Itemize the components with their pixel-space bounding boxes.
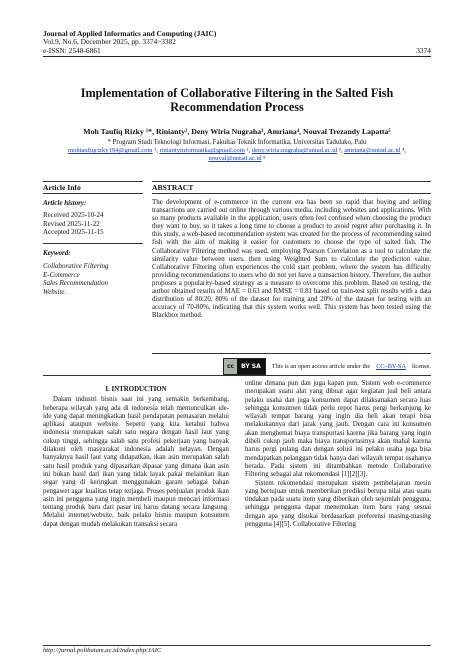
keyword-label: Keyword: <box>43 249 71 257</box>
article-info-sub-rule <box>43 193 143 194</box>
keyword-item: E-Commerce <box>43 270 80 279</box>
article-info-top-rule <box>43 181 143 182</box>
journal-volume: Vol.9, No.6, December 2025, pp. 3374~3382 <box>43 37 176 47</box>
abstract-heading: ABSTRACT <box>152 183 194 192</box>
keyword-rule <box>43 243 143 244</box>
keyword-item: Sales Recommendation <box>43 279 109 288</box>
article-info-heading: Article Info <box>43 183 81 192</box>
received-date: Received 2025-10-24 <box>43 211 104 219</box>
cc-badge-left: cc <box>224 359 237 374</box>
abstract-top-rule <box>152 181 431 182</box>
body-paragraph: online dimana pun dan juga kapan pun. Sistem web e-commerce merupakan suatu alat yang dibuat agar kegiatan jual beli antara pelaku usaha dan juga konsumen dapat dilaksanakan secara luas sehingga konsumen tidak perlu repot harus pergi berkunjung ke wilayah tempat barang yang ingin dia beli akan tetapi bisa melakukannya dari jarak yang jauh. Dengan cara ini konsumen akan menghemat biaya transportasi karena jika barang yang ingin dibeli cukup jauh maka biaya transportasinya akan mahal karena harus pergi pulang dan dengan solusi ini pelaku usaha juga bisa mendapatkan pelanggan tidak hanya dari wilayah tempat usahanya berada. Pada sistem ini ditambahkan metode Collaborative Filtering sebagai alat rekomendasi [1][2][3]. <box>245 380 431 479</box>
journal-url-link[interactable]: http://jurnal.polibatam.ac.id/index.php/JAIC <box>43 647 162 654</box>
license-suffix: license. <box>411 363 431 370</box>
email-link[interactable]: deny.wiria.nugraha@untad.ac.id <box>251 147 338 154</box>
license-line <box>152 358 431 375</box>
accepted-date: Accepted 2025-11-15 <box>43 228 104 237</box>
introduction-heading: I. INTRODUCTION <box>105 386 167 393</box>
keyword-item: Collaborative Filtering <box>43 262 109 270</box>
email-link[interactable]: riniantyinformatika@gmail.com <box>159 147 245 154</box>
cc-badge-right: BY SA <box>237 359 265 374</box>
email-link[interactable]: nouval@untad.ac.id <box>208 155 262 163</box>
abstract-text: The development of e-commerce in the current era has been so rapid that buying and selling transactions are carried out online through various media, including websites and applications. With so many products available in the application, users often feel confused when choosing the product they want to buy, so it takes a long time to choose a product to avoid regret after purchasing it. In this study, a web-based recommendation system was created for the process of recommending salted fish with the aim of making it easier for customers to choose the type of salted fish. The Collaborative Filtering method was used, employing Pearson Correlation as a tool to calculate the similarity value between users, then using Weighted Sum to calculate the prediction value. Collaborative Filtering often experiences the cold start problem, where the system has difficulty providing recommendations to users who do not yet have a transaction history. Therefore, the author proposes a popularity-based strategy as a measure to overcome this problem. Based on testing, the author obtained results of MAE = 0.63 and RMSE = 0.81 based on train-test split results with a data distribution of 80:20, 80% of the dataset for training and 20% of the dataset for testing with an accuracy of 70-80%, indicating that this system works well. This system has been tested using the Blackbox method. <box>152 199 431 320</box>
article-history <box>43 211 104 237</box>
author-emails <box>43 147 431 164</box>
body-column-right <box>245 380 431 529</box>
email-sep: ¹, <box>152 147 160 154</box>
email-sep: ², <box>244 147 252 154</box>
body-paragraph: Sistem rekomendasi merupakan sistem pembelajaran mesin yang bertujuan untuk memberikan prediksi berupa nilai atau suatu tindakan pada suatu item yang diberikan oleh sejumlah pengguna, sehingga pengguna dapat menemukan item baru yang sesuai dengan apa yang disukai berdasarkan preferensi masing-masing pengguna [4][5]. Collaborative Filtering <box>245 479 431 529</box>
section-divider <box>43 375 431 376</box>
abstract-bottom-rule <box>152 353 431 354</box>
journal-issn: e-ISSN: 2548-6861 <box>43 45 101 55</box>
page-number: 3374 <box>416 46 431 55</box>
keyword-list <box>43 262 109 297</box>
email-sep: ⁴, <box>400 147 407 154</box>
email-sep: ³, <box>337 147 345 154</box>
email-link[interactable]: mohtaufiqrizky194@gmail.com <box>67 147 153 154</box>
revised-date: Revised 2025-11-22 <box>43 219 100 228</box>
paper-title <box>43 86 431 114</box>
footer-divider <box>43 645 431 646</box>
journal-name: Journal of Applied Informatics and Computing (JAIC) <box>43 29 217 38</box>
keyword-item: Website. <box>43 288 67 297</box>
email-sep: ⁵ <box>261 155 266 163</box>
title-line-1: Implementation of Collaborative Filtering in the Salted Fish <box>80 86 394 100</box>
header-divider <box>43 56 431 57</box>
license-prefix: This is an open access article under the <box>271 363 371 370</box>
footer <box>43 647 161 654</box>
email-link[interactable]: amriana@untad.ac.id <box>344 147 401 154</box>
body-column-left <box>43 386 229 529</box>
body-paragraph: Dalam industri bisnis saat ini yang semakin berkembang, beberapa wilayah yang ada di indonesia telah memunculkan ide-ide yang dapat meningkatkan hasil pendapatan pemasaran melalui aplikasi ataupun website. Seperti yang kita ketahui bahwa indonesia merupakan salah satu negara dengan hasil laut yang cukup tinggi, sehingga salah satu profesi pekerjaan yang banyak dilakoni oleh masyarakat indonesia adalah nelayan. Dengan banyaknya hasil laut yang didapatkan, ikan asin merupakan salah satu hasil produk yang dipasarkan dipasar yang dimana ikan asin ini bukan hasil dari ikan yang tidak layak pakai melainkan ikan segar yang di keringkan menggunakan garam sebagai bahan pengawet agar kualitas tetap terjaga. Proses penjualan produk ikan asin ini pengguna yang ingin membeli maupun mencari informasi tentang produk baru dari pasar ini harus datang secara langsung. Melalui internet/website, baik pelaku bisnis maupun konsumen dapat dengan mudah melakukan transaksi secara <box>43 396 229 528</box>
title-line-2: Recommendation Process <box>170 100 304 114</box>
article-history-label: Article history: <box>43 199 87 207</box>
author-list: Moh Taufiq Rizky ¹*, Rinianty², Deny Wiria Nugraha³, Amriana⁴, Nouval Trezandy Lapatta⁵ <box>83 127 391 136</box>
journal-header <box>43 30 216 55</box>
abstract-sub-rule <box>152 193 431 194</box>
cc-license-badge-icon[interactable] <box>223 358 266 375</box>
email-line-2 <box>43 155 431 163</box>
license-link[interactable]: CC–BY-SA <box>376 363 406 370</box>
email-line-1 <box>43 147 431 155</box>
affiliation: * Program Studi Teknologi Informasi, Fakultas Teknik Informatika, Universitas Tadulako, Palu <box>107 139 367 146</box>
